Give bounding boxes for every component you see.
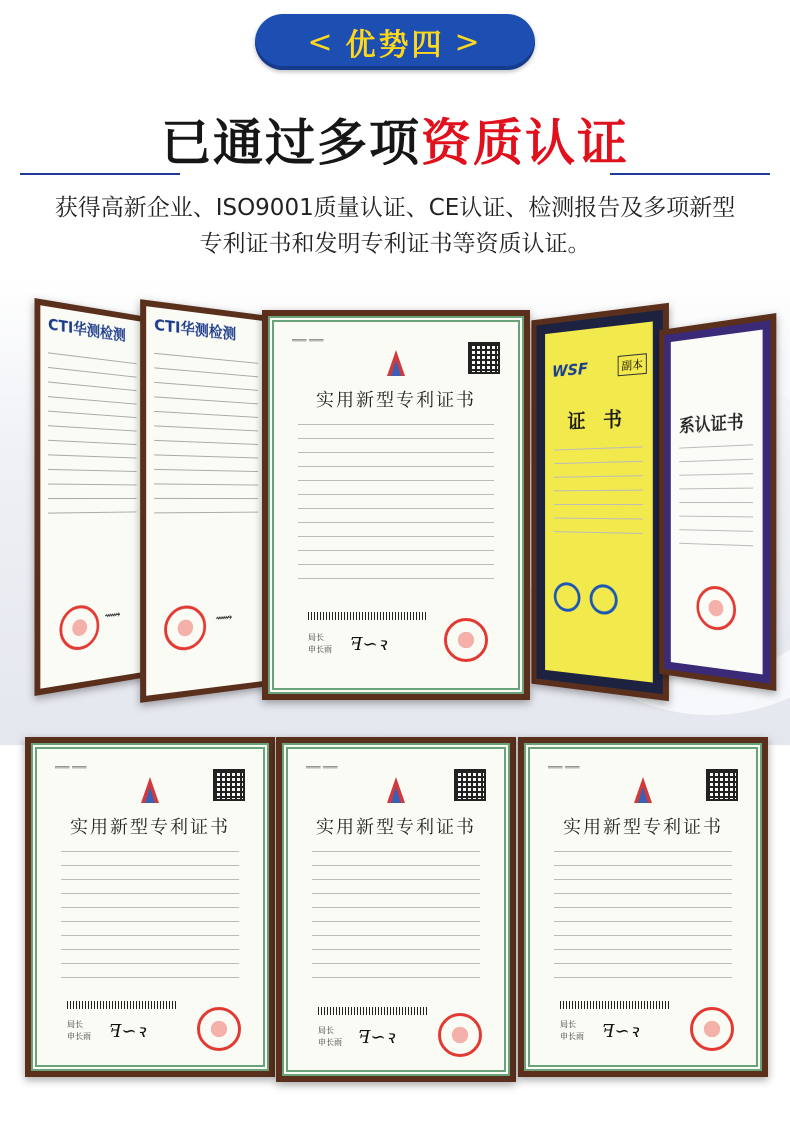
barcode-icon — [308, 612, 428, 620]
section-badge — [255, 14, 535, 70]
signature-icon: ꟻ∽ꝛ — [350, 634, 387, 655]
certificate-cti-report-2 — [140, 299, 270, 703]
patent-office-logo-icon — [383, 775, 409, 805]
qr-code-icon — [468, 342, 500, 374]
signer-name: 申长雨 — [67, 1032, 91, 1041]
report-table — [48, 342, 136, 517]
text-lines — [61, 851, 239, 991]
barcode-icon — [318, 1007, 428, 1015]
red-seal-icon — [696, 585, 736, 632]
title-rule-left — [20, 173, 180, 175]
subtitle — [0, 190, 790, 262]
barcode-icon — [560, 1001, 670, 1009]
qr-code-icon — [706, 769, 738, 801]
certificate-patent-bottom-3 — [518, 737, 768, 1077]
signer-label: 局长 — [560, 1020, 576, 1029]
certificate-title: 实用新型专利证书 — [316, 817, 476, 838]
cti-brand: CTI华测检测 — [48, 314, 126, 345]
text-lines — [679, 444, 753, 559]
title-rule-right — [610, 173, 770, 175]
certificate-page — [146, 306, 265, 696]
red-seal-icon — [438, 1013, 482, 1057]
certificate-page — [268, 316, 524, 694]
signer-name: 申长雨 — [560, 1032, 584, 1041]
wsf-logo: WSF — [552, 358, 588, 381]
certificate-number-icon: ═══ ═══ — [292, 336, 324, 345]
report-table — [154, 342, 258, 516]
certificate-page — [282, 743, 510, 1076]
signer-label: 局长 — [308, 633, 324, 642]
certificate-page — [664, 320, 770, 684]
red-seal-icon — [690, 1007, 734, 1051]
patent-office-logo-icon — [137, 775, 163, 805]
certificate-title: 实用新型专利证书 — [316, 390, 476, 411]
patent-office-logo-icon — [383, 348, 409, 378]
title-red-part: 资质认证 — [421, 114, 629, 172]
text-lines — [312, 851, 480, 991]
copy-mark: 副本 — [618, 353, 647, 376]
certificate-title: 系认证书 — [679, 411, 744, 437]
certificate-cti-report-1 — [35, 298, 148, 696]
certificate-patent-main — [262, 310, 530, 700]
red-seal-icon — [444, 618, 488, 662]
red-seal-icon — [197, 1007, 241, 1051]
certificate-number-icon: ═══ ═══ — [548, 763, 580, 772]
qr-code-icon — [213, 769, 245, 801]
subtitle-line-2: 专利证书和发明专利证书等资质认证。 — [199, 231, 591, 257]
signer-label: 局长 — [67, 1020, 83, 1029]
signer-name: 申长雨 — [318, 1038, 342, 1047]
certificate-title: 证 书 — [567, 406, 628, 434]
page-title — [0, 103, 790, 175]
certificate-title: 实用新型专利证书 — [563, 817, 723, 838]
qr-code-icon — [454, 769, 486, 801]
signer-name: 申长雨 — [308, 645, 332, 654]
signature-icon: ⟿ — [215, 610, 233, 627]
text-lines — [298, 424, 494, 592]
certificate-patent-bottom-1 — [25, 737, 275, 1077]
barcode-icon — [67, 1001, 177, 1009]
certificate-system — [659, 313, 776, 691]
signature-icon: ꟻ∽ꝛ — [602, 1021, 639, 1042]
badge-label: 优势四 — [345, 28, 445, 63]
text-lines — [554, 851, 732, 991]
certificate-number-icon: ═══ ═══ — [55, 763, 87, 772]
certificate-page — [537, 310, 663, 694]
certificate-page — [31, 743, 269, 1071]
certificate-title: 实用新型专利证书 — [70, 817, 230, 838]
certificate-page — [524, 743, 762, 1071]
certificate-patent-bottom-2 — [276, 737, 516, 1082]
signature-icon: ꟻ∽ꝛ — [109, 1021, 146, 1042]
certificate-page — [40, 305, 143, 688]
badge-right-arrow: > — [454, 24, 483, 60]
signer-label: 局长 — [318, 1026, 334, 1035]
cti-brand: CTI华测检测 — [154, 315, 237, 344]
signature-icon: ⟿ — [104, 607, 121, 624]
red-seal-icon — [59, 604, 99, 653]
certificate-number-icon: ═══ ═══ — [306, 763, 338, 772]
certificate-wsf — [531, 303, 669, 701]
subtitle-line-1: 获得高新企业、ISO9001质量认证、CE认证、检测报告及多项新型 — [54, 195, 736, 221]
patent-office-logo-icon — [630, 775, 656, 805]
title-black-part: 已通过多项 — [161, 114, 421, 172]
red-seal-icon — [164, 604, 206, 652]
badge-left-arrow: < — [307, 24, 336, 60]
iaf-icon — [554, 582, 581, 613]
cnas-icon — [590, 584, 618, 616]
signature-icon: ꟻ∽ꝛ — [358, 1027, 395, 1048]
text-lines — [554, 446, 643, 547]
